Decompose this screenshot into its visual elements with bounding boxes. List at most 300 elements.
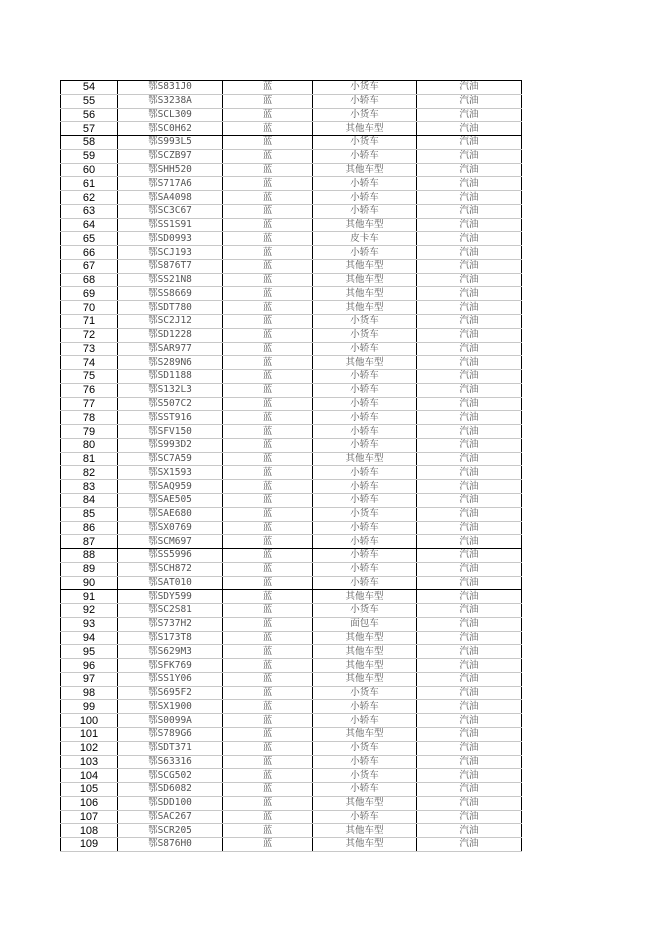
plate-color-cell: 蓝: [223, 149, 313, 163]
row-number-cell: 82: [61, 466, 118, 480]
plate-number-cell: 鄂SCM697: [118, 535, 223, 549]
vehicle-table: [60, 80, 522, 852]
table-row: [61, 714, 522, 728]
vehicle-type-cell: 小货车: [313, 507, 417, 521]
plate-color-cell: 蓝: [223, 204, 313, 218]
fuel-type-cell: 汽油: [417, 769, 522, 783]
vehicle-type-cell: 小轿车: [313, 246, 417, 260]
fuel-type-cell: 汽油: [417, 466, 522, 480]
vehicle-type-cell: 其他车型: [313, 590, 417, 604]
vehicle-type-cell: 其他车型: [313, 838, 417, 852]
row-number-cell: 71: [61, 315, 118, 329]
plate-number-cell: 鄂SX1900: [118, 700, 223, 714]
plate-number-cell: 鄂SCR205: [118, 824, 223, 838]
table-row: [61, 315, 522, 329]
vehicle-type-cell: 其他车型: [313, 218, 417, 232]
plate-color-cell: 蓝: [223, 590, 313, 604]
plate-color-cell: 蓝: [223, 232, 313, 246]
vehicle-type-cell: 其他车型: [313, 301, 417, 315]
table-row: [61, 562, 522, 576]
plate-number-cell: 鄂S831J0: [118, 81, 223, 95]
plate-number-cell: 鄂S173T8: [118, 631, 223, 645]
row-number-cell: 79: [61, 425, 118, 439]
fuel-type-cell: 汽油: [417, 645, 522, 659]
plate-color-cell: 蓝: [223, 163, 313, 177]
table-row: [61, 149, 522, 163]
plate-number-cell: 鄂S789G6: [118, 727, 223, 741]
plate-color-cell: 蓝: [223, 604, 313, 618]
plate-color-cell: 蓝: [223, 672, 313, 686]
row-number-cell: 55: [61, 94, 118, 108]
row-number-cell: 98: [61, 686, 118, 700]
plate-color-cell: 蓝: [223, 356, 313, 370]
row-number-cell: 80: [61, 438, 118, 452]
row-number-cell: 108: [61, 824, 118, 838]
vehicle-type-cell: 小货车: [313, 136, 417, 150]
row-number-cell: 101: [61, 727, 118, 741]
plate-color-cell: 蓝: [223, 769, 313, 783]
plate-color-cell: 蓝: [223, 136, 313, 150]
plate-number-cell: 鄂SAC267: [118, 810, 223, 824]
plate-number-cell: 鄂SD6082: [118, 783, 223, 797]
table-row: [61, 466, 522, 480]
fuel-type-cell: 汽油: [417, 562, 522, 576]
plate-color-cell: 蓝: [223, 315, 313, 329]
plate-color-cell: 蓝: [223, 727, 313, 741]
fuel-type-cell: 汽油: [417, 631, 522, 645]
fuel-type-cell: 汽油: [417, 604, 522, 618]
row-number-cell: 70: [61, 301, 118, 315]
table-row: [61, 273, 522, 287]
row-number-cell: 58: [61, 136, 118, 150]
vehicle-type-cell: 其他车型: [313, 287, 417, 301]
vehicle-type-cell: 小轿车: [313, 480, 417, 494]
fuel-type-cell: 汽油: [417, 425, 522, 439]
table-row: [61, 755, 522, 769]
vehicle-table-body: [61, 81, 522, 852]
plate-number-cell: 鄂SCZB97: [118, 149, 223, 163]
plate-number-cell: 鄂SS8669: [118, 287, 223, 301]
table-row: [61, 342, 522, 356]
fuel-type-cell: 汽油: [417, 177, 522, 191]
fuel-type-cell: 汽油: [417, 521, 522, 535]
table-row: [61, 521, 522, 535]
vehicle-type-cell: 小轿车: [313, 438, 417, 452]
table-row: [61, 246, 522, 260]
fuel-type-cell: 汽油: [417, 507, 522, 521]
vehicle-type-cell: 其他车型: [313, 631, 417, 645]
table-row: [61, 576, 522, 590]
plate-number-cell: 鄂SFV150: [118, 425, 223, 439]
plate-color-cell: 蓝: [223, 122, 313, 136]
plate-color-cell: 蓝: [223, 287, 313, 301]
vehicle-type-cell: 小货车: [313, 604, 417, 618]
vehicle-type-cell: 其他车型: [313, 452, 417, 466]
vehicle-type-cell: 小轿车: [313, 177, 417, 191]
plate-color-cell: 蓝: [223, 383, 313, 397]
plate-number-cell: 鄂S289N6: [118, 356, 223, 370]
plate-number-cell: 鄂SS1S91: [118, 218, 223, 232]
row-number-cell: 76: [61, 383, 118, 397]
table-row: [61, 493, 522, 507]
table-row: [61, 659, 522, 673]
plate-color-cell: 蓝: [223, 645, 313, 659]
fuel-type-cell: 汽油: [417, 576, 522, 590]
fuel-type-cell: 汽油: [417, 163, 522, 177]
table-row: [61, 94, 522, 108]
vehicle-type-cell: 小轿车: [313, 810, 417, 824]
row-number-cell: 94: [61, 631, 118, 645]
fuel-type-cell: 汽油: [417, 136, 522, 150]
row-number-cell: 81: [61, 452, 118, 466]
fuel-type-cell: 汽油: [417, 590, 522, 604]
row-number-cell: 85: [61, 507, 118, 521]
plate-number-cell: 鄂SD0993: [118, 232, 223, 246]
fuel-type-cell: 汽油: [417, 783, 522, 797]
row-number-cell: 62: [61, 191, 118, 205]
fuel-type-cell: 汽油: [417, 301, 522, 315]
table-row: [61, 741, 522, 755]
table-row: [61, 218, 522, 232]
row-number-cell: 59: [61, 149, 118, 163]
row-number-cell: 57: [61, 122, 118, 136]
plate-number-cell: 鄂SX0769: [118, 521, 223, 535]
plate-color-cell: 蓝: [223, 411, 313, 425]
plate-number-cell: 鄂S629M3: [118, 645, 223, 659]
plate-color-cell: 蓝: [223, 507, 313, 521]
table-row: [61, 838, 522, 852]
plate-number-cell: 鄂SAE680: [118, 507, 223, 521]
row-number-cell: 64: [61, 218, 118, 232]
plate-color-cell: 蓝: [223, 191, 313, 205]
plate-number-cell: 鄂SS21N8: [118, 273, 223, 287]
table-row: [61, 535, 522, 549]
fuel-type-cell: 汽油: [417, 259, 522, 273]
table-row: [61, 122, 522, 136]
plate-color-cell: 蓝: [223, 549, 313, 563]
fuel-type-cell: 汽油: [417, 480, 522, 494]
plate-color-cell: 蓝: [223, 810, 313, 824]
plate-color-cell: 蓝: [223, 521, 313, 535]
row-number-cell: 77: [61, 397, 118, 411]
table-row: [61, 631, 522, 645]
plate-number-cell: 鄂S695F2: [118, 686, 223, 700]
table-row: [61, 672, 522, 686]
row-number-cell: 63: [61, 204, 118, 218]
row-number-cell: 68: [61, 273, 118, 287]
row-number-cell: 73: [61, 342, 118, 356]
row-number-cell: 90: [61, 576, 118, 590]
table-row: [61, 824, 522, 838]
fuel-type-cell: 汽油: [417, 535, 522, 549]
plate-color-cell: 蓝: [223, 466, 313, 480]
table-row: [61, 136, 522, 150]
fuel-type-cell: 汽油: [417, 273, 522, 287]
table-row: [61, 480, 522, 494]
row-number-cell: 105: [61, 783, 118, 797]
row-number-cell: 72: [61, 328, 118, 342]
plate-color-cell: 蓝: [223, 755, 313, 769]
vehicle-type-cell: 其他车型: [313, 824, 417, 838]
vehicle-type-cell: 小轿车: [313, 549, 417, 563]
plate-color-cell: 蓝: [223, 259, 313, 273]
plate-number-cell: 鄂S3238A: [118, 94, 223, 108]
table-row: [61, 590, 522, 604]
plate-number-cell: 鄂SDD100: [118, 796, 223, 810]
table-row: [61, 411, 522, 425]
row-number-cell: 100: [61, 714, 118, 728]
plate-color-cell: 蓝: [223, 562, 313, 576]
plate-color-cell: 蓝: [223, 493, 313, 507]
plate-number-cell: 鄂SST916: [118, 411, 223, 425]
table-row: [61, 796, 522, 810]
plate-color-cell: 蓝: [223, 617, 313, 631]
fuel-type-cell: 汽油: [417, 108, 522, 122]
plate-color-cell: 蓝: [223, 659, 313, 673]
row-number-cell: 66: [61, 246, 118, 260]
plate-number-cell: 鄂SFK769: [118, 659, 223, 673]
plate-number-cell: 鄂SX1593: [118, 466, 223, 480]
vehicle-type-cell: 小货车: [313, 769, 417, 783]
plate-number-cell: 鄂S717A6: [118, 177, 223, 191]
plate-color-cell: 蓝: [223, 452, 313, 466]
plate-number-cell: 鄂S0099A: [118, 714, 223, 728]
row-number-cell: 95: [61, 645, 118, 659]
fuel-type-cell: 汽油: [417, 493, 522, 507]
fuel-type-cell: 汽油: [417, 810, 522, 824]
table-row: [61, 769, 522, 783]
plate-color-cell: 蓝: [223, 397, 313, 411]
fuel-type-cell: 汽油: [417, 149, 522, 163]
vehicle-type-cell: 小轿车: [313, 342, 417, 356]
fuel-type-cell: 汽油: [417, 356, 522, 370]
plate-number-cell: 鄂SD1188: [118, 370, 223, 384]
plate-color-cell: 蓝: [223, 218, 313, 232]
row-number-cell: 93: [61, 617, 118, 631]
fuel-type-cell: 汽油: [417, 81, 522, 95]
table-row: [61, 81, 522, 95]
table-row: [61, 177, 522, 191]
plate-number-cell: 鄂S507C2: [118, 397, 223, 411]
table-row: [61, 425, 522, 439]
plate-color-cell: 蓝: [223, 631, 313, 645]
row-number-cell: 67: [61, 259, 118, 273]
table-row: [61, 163, 522, 177]
fuel-type-cell: 汽油: [417, 549, 522, 563]
vehicle-type-cell: 其他车型: [313, 273, 417, 287]
table-row: [61, 259, 522, 273]
fuel-type-cell: 汽油: [417, 411, 522, 425]
vehicle-type-cell: 小轿车: [313, 535, 417, 549]
plate-color-cell: 蓝: [223, 246, 313, 260]
plate-color-cell: 蓝: [223, 81, 313, 95]
fuel-type-cell: 汽油: [417, 383, 522, 397]
vehicle-type-cell: 其他车型: [313, 356, 417, 370]
row-number-cell: 83: [61, 480, 118, 494]
table-row: [61, 204, 522, 218]
vehicle-type-cell: 小轿车: [313, 493, 417, 507]
vehicle-type-cell: 小轿车: [313, 411, 417, 425]
vehicle-type-cell: 小轿车: [313, 94, 417, 108]
plate-color-cell: 蓝: [223, 94, 313, 108]
fuel-type-cell: 汽油: [417, 672, 522, 686]
row-number-cell: 56: [61, 108, 118, 122]
plate-number-cell: 鄂SC2S81: [118, 604, 223, 618]
vehicle-type-cell: 小轿车: [313, 576, 417, 590]
fuel-type-cell: 汽油: [417, 246, 522, 260]
table-row: [61, 191, 522, 205]
row-number-cell: 89: [61, 562, 118, 576]
row-number-cell: 65: [61, 232, 118, 246]
table-row: [61, 301, 522, 315]
table-row: [61, 810, 522, 824]
row-number-cell: 106: [61, 796, 118, 810]
vehicle-type-cell: 其他车型: [313, 727, 417, 741]
fuel-type-cell: 汽油: [417, 342, 522, 356]
plate-number-cell: 鄂SC0H62: [118, 122, 223, 136]
plate-color-cell: 蓝: [223, 783, 313, 797]
plate-color-cell: 蓝: [223, 425, 313, 439]
fuel-type-cell: 汽油: [417, 659, 522, 673]
plate-number-cell: 鄂S993D2: [118, 438, 223, 452]
vehicle-type-cell: 其他车型: [313, 672, 417, 686]
vehicle-type-cell: 小货车: [313, 328, 417, 342]
row-number-cell: 92: [61, 604, 118, 618]
table-row: [61, 232, 522, 246]
vehicle-type-cell: 小货车: [313, 315, 417, 329]
fuel-type-cell: 汽油: [417, 328, 522, 342]
row-number-cell: 88: [61, 549, 118, 563]
row-number-cell: 87: [61, 535, 118, 549]
plate-color-cell: 蓝: [223, 714, 313, 728]
table-row: [61, 617, 522, 631]
plate-number-cell: 鄂SCH872: [118, 562, 223, 576]
table-row: [61, 356, 522, 370]
fuel-type-cell: 汽油: [417, 232, 522, 246]
fuel-type-cell: 汽油: [417, 370, 522, 384]
fuel-type-cell: 汽油: [417, 315, 522, 329]
fuel-type-cell: 汽油: [417, 438, 522, 452]
fuel-type-cell: 汽油: [417, 204, 522, 218]
vehicle-type-cell: 小轿车: [313, 191, 417, 205]
row-number-cell: 96: [61, 659, 118, 673]
plate-color-cell: 蓝: [223, 108, 313, 122]
plate-number-cell: 鄂SS5996: [118, 549, 223, 563]
plate-color-cell: 蓝: [223, 686, 313, 700]
table-row: [61, 783, 522, 797]
table-row: [61, 549, 522, 563]
plate-number-cell: 鄂SAR977: [118, 342, 223, 356]
plate-number-cell: 鄂SHH520: [118, 163, 223, 177]
vehicle-type-cell: 小轿车: [313, 149, 417, 163]
plate-number-cell: 鄂SS1Y06: [118, 672, 223, 686]
row-number-cell: 97: [61, 672, 118, 686]
vehicle-type-cell: 其他车型: [313, 163, 417, 177]
plate-number-cell: 鄂SA4098: [118, 191, 223, 205]
plate-number-cell: 鄂S876T7: [118, 259, 223, 273]
fuel-type-cell: 汽油: [417, 397, 522, 411]
plate-number-cell: 鄂SCG502: [118, 769, 223, 783]
plate-number-cell: 鄂S132L3: [118, 383, 223, 397]
vehicle-type-cell: 其他车型: [313, 796, 417, 810]
plate-color-cell: 蓝: [223, 438, 313, 452]
table-row: [61, 700, 522, 714]
table-row: [61, 686, 522, 700]
fuel-type-cell: 汽油: [417, 838, 522, 852]
row-number-cell: 78: [61, 411, 118, 425]
plate-number-cell: 鄂S63316: [118, 755, 223, 769]
plate-number-cell: 鄂SCL309: [118, 108, 223, 122]
row-number-cell: 84: [61, 493, 118, 507]
vehicle-type-cell: 小货车: [313, 741, 417, 755]
fuel-type-cell: 汽油: [417, 287, 522, 301]
row-number-cell: 86: [61, 521, 118, 535]
row-number-cell: 61: [61, 177, 118, 191]
table-row: [61, 604, 522, 618]
row-number-cell: 74: [61, 356, 118, 370]
plate-number-cell: 鄂SDT780: [118, 301, 223, 315]
table-row: [61, 507, 522, 521]
row-number-cell: 69: [61, 287, 118, 301]
row-number-cell: 75: [61, 370, 118, 384]
vehicle-type-cell: 小货车: [313, 81, 417, 95]
vehicle-type-cell: 小轿车: [313, 714, 417, 728]
row-number-cell: 60: [61, 163, 118, 177]
vehicle-type-cell: 小货车: [313, 686, 417, 700]
table-row: [61, 397, 522, 411]
fuel-type-cell: 汽油: [417, 796, 522, 810]
plate-number-cell: 鄂SC2J12: [118, 315, 223, 329]
plate-number-cell: 鄂SAE505: [118, 493, 223, 507]
vehicle-type-cell: 皮卡车: [313, 232, 417, 246]
plate-color-cell: 蓝: [223, 576, 313, 590]
vehicle-type-cell: 小轿车: [313, 700, 417, 714]
plate-color-cell: 蓝: [223, 273, 313, 287]
vehicle-type-cell: 面包车: [313, 617, 417, 631]
table-row: [61, 370, 522, 384]
plate-color-cell: 蓝: [223, 535, 313, 549]
fuel-type-cell: 汽油: [417, 191, 522, 205]
plate-number-cell: 鄂SDY599: [118, 590, 223, 604]
table-row: [61, 438, 522, 452]
row-number-cell: 107: [61, 810, 118, 824]
vehicle-type-cell: 小轿车: [313, 755, 417, 769]
fuel-type-cell: 汽油: [417, 218, 522, 232]
table-row: [61, 328, 522, 342]
row-number-cell: 102: [61, 741, 118, 755]
table-row: [61, 108, 522, 122]
fuel-type-cell: 汽油: [417, 714, 522, 728]
plate-number-cell: 鄂S993L5: [118, 136, 223, 150]
plate-color-cell: 蓝: [223, 177, 313, 191]
plate-color-cell: 蓝: [223, 741, 313, 755]
fuel-type-cell: 汽油: [417, 700, 522, 714]
row-number-cell: 103: [61, 755, 118, 769]
vehicle-type-cell: 小轿车: [313, 383, 417, 397]
fuel-type-cell: 汽油: [417, 727, 522, 741]
plate-color-cell: 蓝: [223, 796, 313, 810]
table-row: [61, 383, 522, 397]
vehicle-type-cell: 小轿车: [313, 521, 417, 535]
plate-number-cell: 鄂SAT010: [118, 576, 223, 590]
vehicle-type-cell: 其他车型: [313, 122, 417, 136]
vehicle-type-cell: 小轿车: [313, 466, 417, 480]
plate-number-cell: 鄂S876H0: [118, 838, 223, 852]
plate-color-cell: 蓝: [223, 301, 313, 315]
plate-color-cell: 蓝: [223, 480, 313, 494]
row-number-cell: 109: [61, 838, 118, 852]
vehicle-type-cell: 其他车型: [313, 259, 417, 273]
